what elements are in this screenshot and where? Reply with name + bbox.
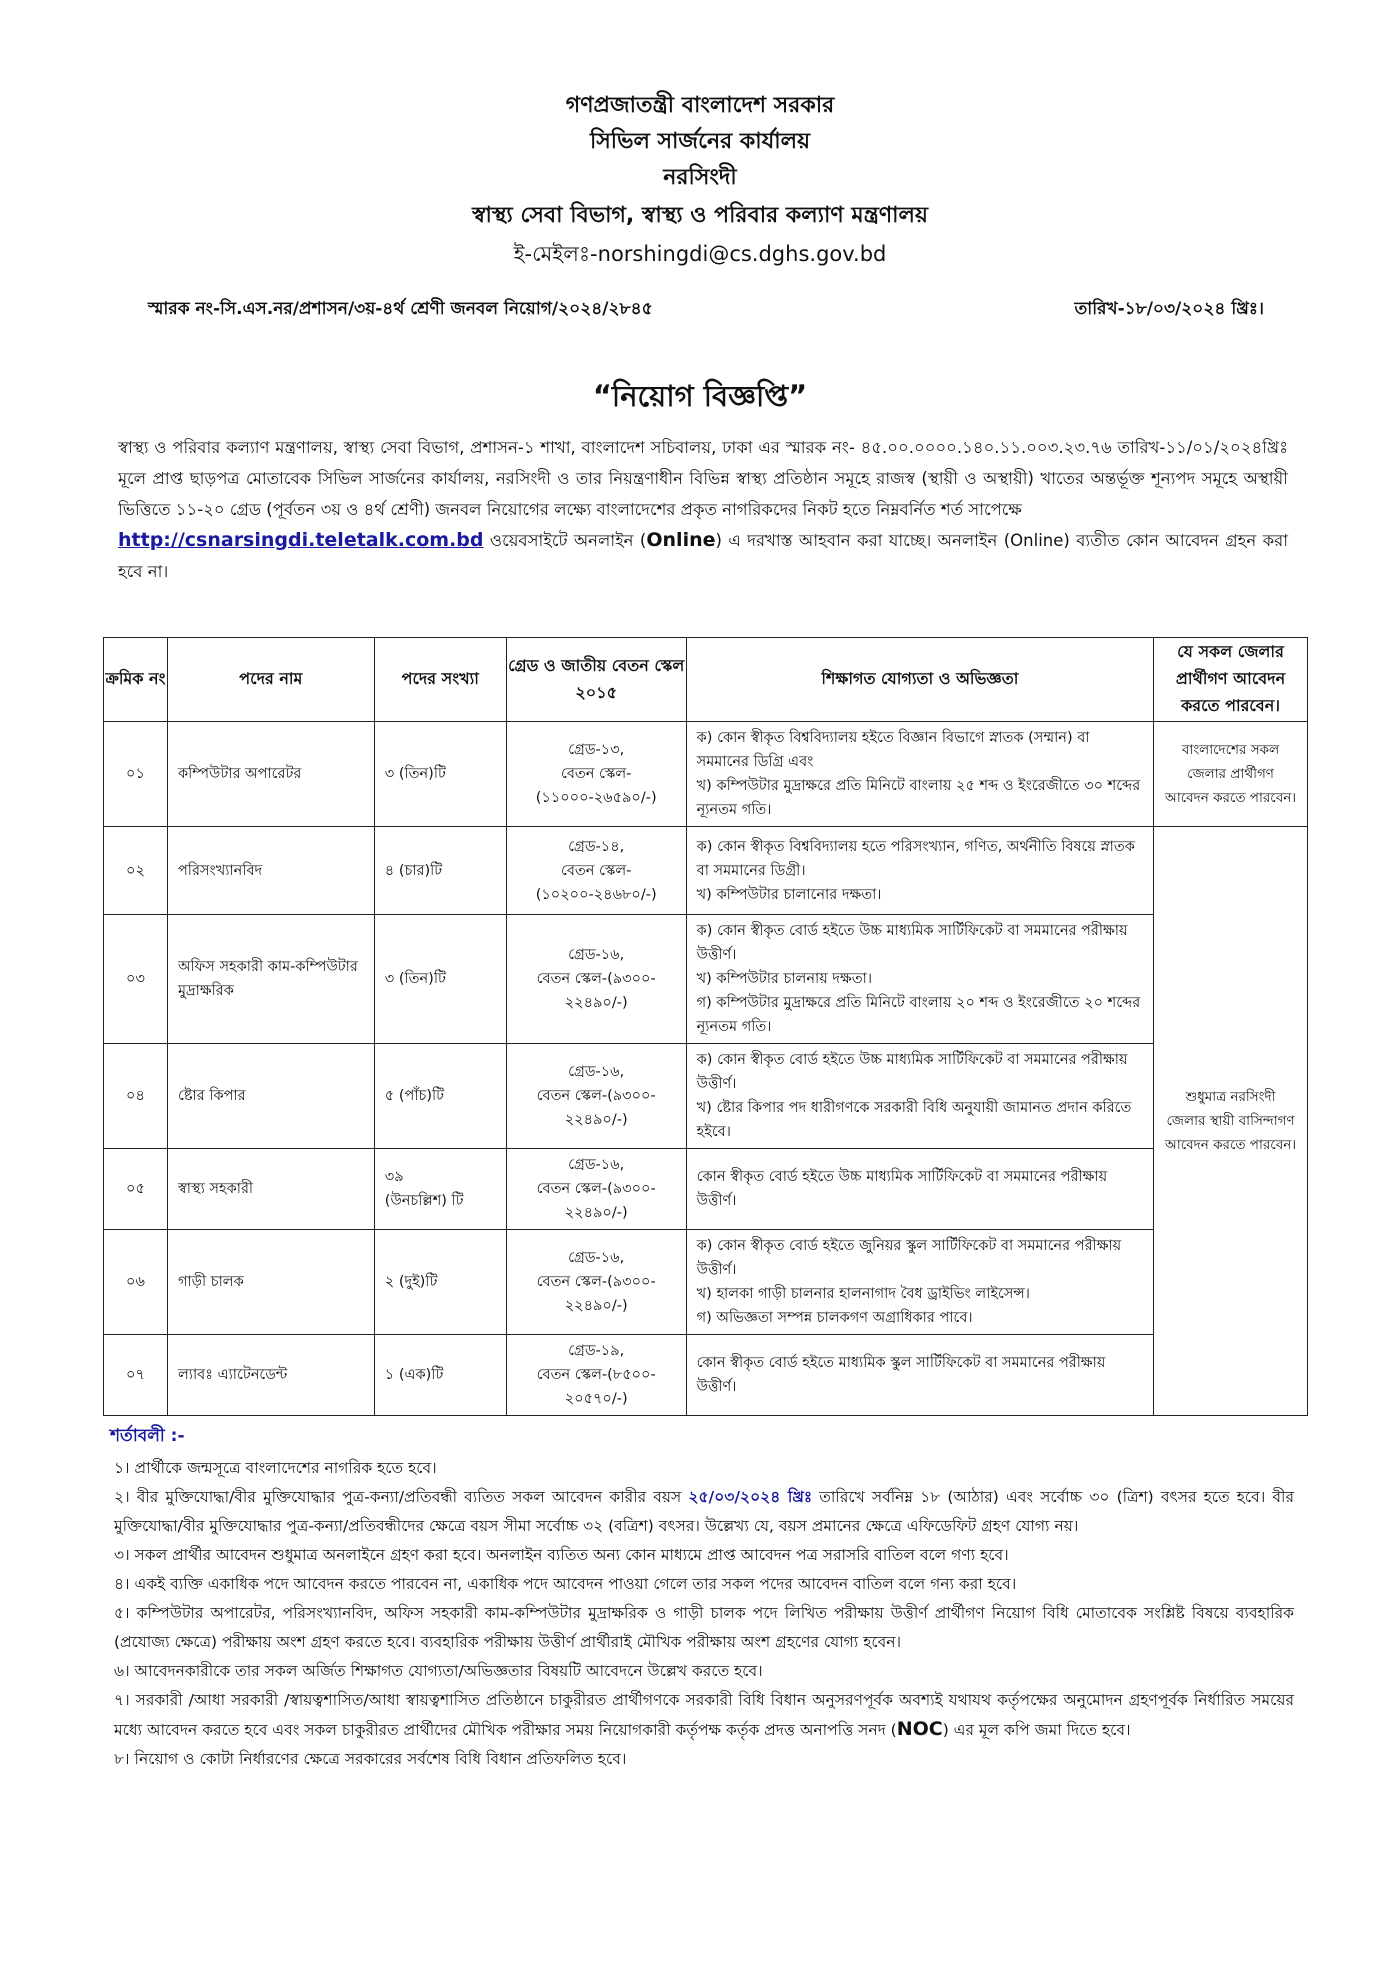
cell-eligibility-all-districts: বাংলাদেশের সকল জেলার প্রার্থীগণ আবেদন করতে পারবেন। [1154, 722, 1308, 827]
vacancy-table [103, 637, 1308, 1416]
cell-post-count: ৩ (তিন)টি [374, 722, 506, 827]
cell-serial: ০১ [104, 722, 168, 827]
condition-item [114, 1483, 1294, 1541]
cell-post-count: ২ (দুই)টি [374, 1230, 506, 1335]
office-name: সিভিল সার্জনের কার্যালয় [589, 129, 811, 154]
cell-serial: ০৭ [104, 1335, 168, 1416]
condition-7-text-b: ) এর মূল কপি জমা দিতে হবে। [942, 1721, 1131, 1739]
condition-2-text-a: ২। বীর মুক্তিযোদ্ধা/বীর মুক্তিযোদ্ধার পুত্র-কন্যা/প্রতিবন্ধী ব্যতিত সকল আবেদন কারীর বয়স [114, 1488, 689, 1506]
table-row [104, 915, 1308, 1044]
cell-grade-scale: গ্রেড-১৯, বেতন স্কেল-(৮৫০০- ২০৫৭০/-) [506, 1335, 686, 1416]
office-email: ই-মেইলঃ-norshingdi@cs.dghs.gov.bd [513, 242, 887, 266]
govt-name: গণপ্রজাতন্ত্রী বাংলাদেশ সরকার [565, 93, 835, 118]
cell-qualification: কোন স্বীকৃত বোর্ড হইতে মাধ্যমিক স্কুল সার্টিফিকেট বা সমমানের পরীক্ষায় উত্তীর্ণ। [686, 1335, 1153, 1416]
cell-post-name: গাড়ী চালক [167, 1230, 374, 1335]
application-website-link[interactable]: http://csnarsingdi.teletalk.com.bd [118, 529, 484, 551]
online-keyword: Online [646, 529, 716, 551]
table-row [104, 827, 1308, 915]
col-header-qualification: শিক্ষাগত যোগ্যতা ও অভিজ্ঞতা [686, 638, 1153, 722]
memo-date: তারিখ-১৮/০৩/২০২৪ খ্রিঃ। [1074, 299, 1264, 319]
condition-item: ৬। আবেদনকারীকে তার সকল অর্জিত শিক্ষাগত যোগ্যতা/অভিজ্ঞতার বিষয়টি আবেদনে উল্লেখ করতে হবে। [114, 1662, 763, 1680]
condition-item: ৪। একই ব্যক্তি একাধিক পদে আবেদন করতে পারবেন না, একাধিক পদে আবেদন পাওয়া গেলে তার সকল পদের আবেদন বাতিল বলে গন্য করা হবে। [114, 1575, 1017, 1593]
ministry-name: স্বাস্থ্য সেবা বিভাগ, স্বাস্থ্য ও পরিবার কল্যাণ মন্ত্রণালয় [472, 203, 928, 228]
cell-qualification: কোন স্বীকৃত বোর্ড হইতে উচ্চ মাধ্যমিক সার্টিফিকেট বা সমমানের পরীক্ষায় উত্তীর্ণ। [686, 1149, 1153, 1230]
condition-item: ৮। নিয়োগ ও কোটা নির্ধারণের ক্ষেত্রে সরকারের সর্বশেষ বিধি বিধান প্রতিফলিত হবে। [114, 1750, 627, 1768]
table-row [104, 1149, 1308, 1230]
cell-post-count: ১ (এক)টি [374, 1335, 506, 1416]
table-row [104, 1044, 1308, 1149]
col-header-count: পদের সংখ্যা [374, 638, 506, 722]
cell-post-name: ল্যাবঃ এ্যাটেনডেন্ট [167, 1335, 374, 1416]
condition-item: ৫। কম্পিউটার অপারেটর, পরিসংখ্যানবিদ, অফিস সহকারী কাম-কম্পিউটার মুদ্রাক্ষরিক ও গাড়ী চালক পদে লিখিত পরীক্ষায় উত্তীর্ণ প্রার্থীগণ নিয়োগ বিধি মোতাবেক সংশ্লিষ্ট বিষয়ে ব্যবহারিক (প্রযোজ্য ক্ষেত্রে) পরীক্ষায় অংশ গ্রহণ করতে হবে। ব্যবহারিক পরীক্ষায় উত্তীর্ণ প্রার্থীরাই মৌখিক পরীক্ষায় অংশ গ্রহণের যোগ্য হবেন। [114, 1604, 1294, 1651]
memo-number: স্মারক নং-সি.এস.নর/প্রশাসন/৩য়-৪র্থ শ্রেণী জনবল নিয়োগ/২০২৪/২৮৪৫ [148, 299, 653, 319]
cell-post-count: ৪ (চার)টি [374, 827, 506, 915]
intro-paragraph [118, 432, 1288, 587]
noc-keyword: NOC [896, 1718, 943, 1740]
cell-serial: ০৫ [104, 1149, 168, 1230]
age-reference-date: ২৫/০৩/২০২৪ খ্রিঃ [688, 1488, 813, 1506]
cell-eligibility-narsingdi-only: শুধুমাত্র নরসিংদী জেলার স্থায়ী বাসিন্দাগণ আবেদন করতে পারবেন। [1154, 827, 1308, 1416]
table-row [104, 1335, 1308, 1416]
cell-post-name: ষ্টোর কিপার [167, 1044, 374, 1149]
cell-qualification: ক) কোন স্বীকৃত বোর্ড হইতে উচ্চ মাধ্যমিক সার্টিফিকেট বা সমমানের পরীক্ষায় উত্তীর্ণ। খ) কম্পিউটার চালনায় দক্ষতা। গ) কম্পিউটার মুদ্রাক্ষরে প্রতি মিনিটে বাংলায় ২০ শব্দ ও ইংরেজীতে ২০ শব্দের ন্যূনতম গতি। [686, 915, 1153, 1044]
cell-grade-scale: গ্রেড-১৬, বেতন স্কেল-(৯৩০০- ২২৪৯০/-) [506, 1149, 686, 1230]
intro-text-1: স্বাস্থ্য ও পরিবার কল্যাণ মন্ত্রণালয়, স্বাস্থ্য সেবা বিভাগ, প্রশাসন-১ শাখা, বাংলাদেশ সচিবালয়, ঢাকা এর স্মারক নং- ৪৫.০০.০০০০.১৪০.১১.০০৩.২৩.৭৬ তারিখ-১১/০১/২০২৪খ্রিঃ মূলে প্রাপ্ত ছাড়পত্র মোতাবেক সিভিল সার্জনের কার্যালয়, নরসিংদী ও তার নিয়ন্ত্রণাধীন বিভিন্ন স্বাস্থ্য প্রতিষ্ঠান সমূহে রাজস্ব (স্থায়ী ও অস্থায়ী) খাতের অন্তর্ভূক্ত শূন্যপদ সমূহে অস্থায়ী ভিত্তিতে ১১-২০ গ্রেড (পূর্বতন ৩য় ও ৪র্থ শ্রেণী) জনবল নিয়োগের লক্ষ্যে বাংলাদেশের প্রকৃত নাগরিকদের নিকট হতে নিম্নবর্নিত শর্ত সাপেক্ষে [118, 438, 1288, 519]
cell-grade-scale: গ্রেড-১৩, বেতন স্কেল- (১১০০০-২৬৫৯০/-) [506, 722, 686, 827]
cell-post-name: অফিস সহকারী কাম-কম্পিউটার মুদ্রাক্ষরিক [167, 915, 374, 1044]
condition-2-text-b: তারিখে সর্বনিম্ন ১৮ (আঠার) এবং সর্বোচ্চ ৩০ (ত্রিশ) বৎসর হতে হবে। বীর মুক্তিযোদ্ধা/বীর মুক্তিযোদ্ধার পুত্র-কন্যা/প্রতিবন্ধীদের ক্ষেত্রে বয়স সীমা সর্বোচ্চ ৩২ (বত্রিশ) বৎসর। উল্লেখ্য যে, বয়স প্রমানের ক্ষেত্রে এফিডেফিট গ্রহণ যোগ্য নয়। [114, 1488, 1295, 1535]
cell-qualification: ক) কোন স্বীকৃত বোর্ড হইতে উচ্চ মাধ্যমিক সার্টিফিকেট বা সমমানের পরীক্ষায় উত্তীর্ণ। খ) ষ্টোর কিপার পদ ধারীগণকে সরকারী বিধি অনুযায়ী জামানত প্রদান করিতে হইবে। [686, 1044, 1153, 1149]
cell-serial: ০৬ [104, 1230, 168, 1335]
cell-serial: ০২ [104, 827, 168, 915]
table-row [104, 1230, 1308, 1335]
condition-7-text-a: ৭। সরকারী /আধা সরকারী /স্বায়ত্বশাসিত/আধা স্বায়ত্বশাসিত প্রতিষ্ঠানে চাকুরীরত প্রার্থীগণকে সরকারী বিধি বিধান অনুসরণপূর্বক অবশ্যই যথাযথ কর্তৃপক্ষের অনুমোদন গ্রহণপূর্বক নির্ধারিত সময়ের মধ্যে আবেদন করতে হবে এবং সকল চাকুরীরত প্রার্থীদের মৌখিক পরীক্ষার সময় নিয়োগকারী কর্তৃপক্ষ কর্তৃক প্রদত্ত অনাপত্তি সনদ ( [114, 1691, 1294, 1739]
cell-grade-scale: গ্রেড-১৬, বেতন স্কেল-(৯৩০০- ২২৪৯০/-) [506, 915, 686, 1044]
intro-text-2: ওয়েবসাইটে অনলাইন ( [489, 531, 647, 550]
col-header-grade: গ্রেড ও জাতীয় বেতন স্কেল ২০১৫ [506, 638, 686, 722]
cell-post-name: স্বাস্থ্য সহকারী [167, 1149, 374, 1230]
cell-qualification: ক) কোন স্বীকৃত বিশ্ববিদ্যালয় হতে পরিসংখ্যান, গণিত, অর্থনীতি বিষয়ে স্নাতক বা সমমানের ডিগ্রী। খ) কম্পিউটার চালানোর দক্ষতা। [686, 827, 1153, 915]
cell-grade-scale: গ্রেড-১৬, বেতন স্কেল-(৯৩০০- ২২৪৯০/-) [506, 1044, 686, 1149]
cell-qualification: ক) কোন স্বীকৃত বিশ্ববিদ্যালয় হইতে বিজ্ঞান বিভাগে স্নাতক (সম্মান) বা সমমানের ডিগ্রি এবং খ) কম্পিউটার মুদ্রাক্ষরে প্রতি মিনিটে বাংলায় ২৫ শব্দ ও ইংরেজীতে ৩০ শব্দের ন্যূনতম গতি। [686, 722, 1153, 827]
col-header-serial: ক্রমিক নং [104, 638, 168, 722]
cell-serial: ০৩ [104, 915, 168, 1044]
conditions-list [114, 1454, 1294, 1774]
cell-qualification: ক) কোন স্বীকৃত বোর্ড হইতে জুনিয়র স্কুল সার্টিফিকেট বা সমমানের পরীক্ষায় উত্তীর্ণ। খ) হালকা গাড়ী চালনার হালনাগাদ বৈধ ড্রাইভিং লাইসেন্স। গ) অভিজ্ঞতা সম্পন্ন চালকগণ অগ্রাধিকার পাবে। [686, 1230, 1153, 1335]
condition-item [114, 1686, 1294, 1745]
cell-post-name: পরিসংখ্যানবিদ [167, 827, 374, 915]
condition-item: ৩। সকল প্রার্থীর আবেদন শুধুমাত্র অনলাইনে গ্রহণ করা হবে। অনলাইন ব্যতিত অন্য কোন মাধ্যমে প্রাপ্ত আবেদন পত্র সরাসরি বাতিল বলে গণ্য হবে। [114, 1546, 1009, 1564]
district-name: নরসিংদী [663, 165, 737, 190]
cell-grade-scale: গ্রেড-১৪, বেতন স্কেল- (১০২০০-২৪৬৮০/-) [506, 827, 686, 915]
cell-post-name: কম্পিউটার অপারেটর [167, 722, 374, 827]
cell-serial: ০৪ [104, 1044, 168, 1149]
cell-post-count: ৫ (পাঁচ)টি [374, 1044, 506, 1149]
table-header-row [104, 638, 1308, 722]
table-row [104, 722, 1308, 827]
cell-post-count: ৩ (তিন)টি [374, 915, 506, 1044]
col-header-post: পদের নাম [167, 638, 374, 722]
notice-title: “নিয়োগ বিজ্ঞপ্তি” [592, 379, 808, 413]
col-header-eligibility: যে সকল জেলার প্রার্থীগণ আবেদন করতে পারবেন। [1154, 638, 1308, 722]
cell-grade-scale: গ্রেড-১৬, বেতন স্কেল-(৯৩০০- ২২৪৯০/-) [506, 1230, 686, 1335]
cell-post-count: ৩৯ (উনচল্লিশ) টি [374, 1149, 506, 1230]
condition-item: ১। প্রার্থীকে জন্মসূত্রে বাংলাদেশের নাগরিক হতে হবে। [114, 1459, 437, 1477]
conditions-heading: শর্তাবলী :- [110, 1426, 185, 1446]
intro-text-3: ) এ দরখাস্ত আহবান করা যাচ্ছে। অনলাইন (Online) ব্যতীত কোন আবেদন গ্রহন করা হবে না। [118, 531, 1288, 581]
